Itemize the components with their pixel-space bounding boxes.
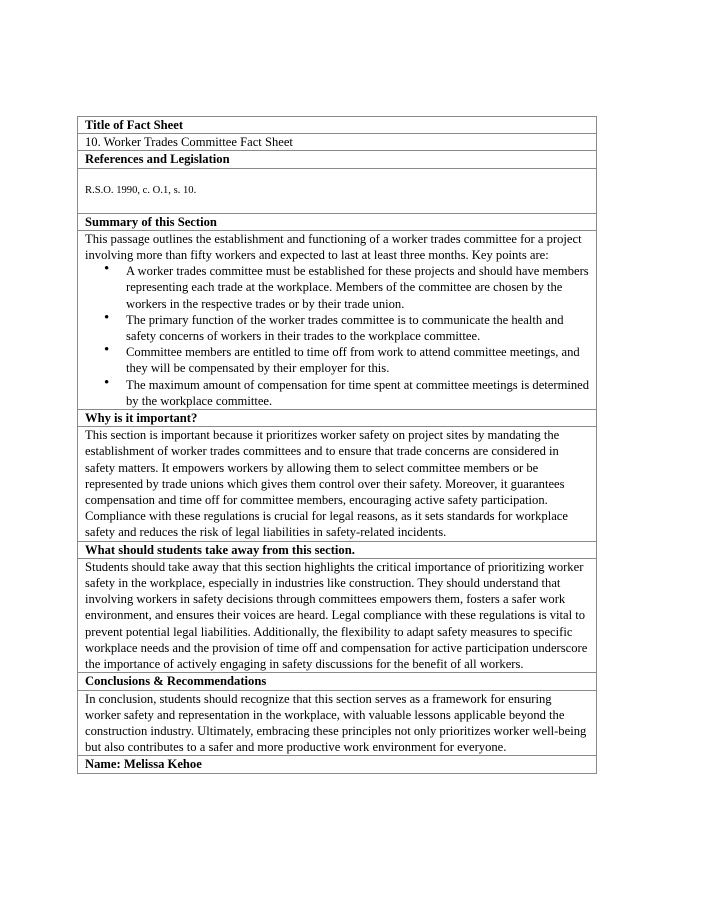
summary-points-list xyxy=(85,263,590,409)
title-label: Title of Fact Sheet xyxy=(78,117,596,134)
references-label: References and Legislation xyxy=(78,151,596,168)
summary-point: • A worker trades committee must be established for these projects and should have members representing each trade at the workplace. Members of the committee are chosen by the workers in the respective trades or by their trade union. xyxy=(85,263,590,312)
conclusions-text: In conclusion, students should recognize that this section serves as a framework for ensuring worker safety and representation in the workplace, with valuable lessons applicable beyond the construction industry. Ultimately, embracing these principles not only prioritizes worker well-being but also contributes to a safer and more productive work environment for everyone. xyxy=(78,691,596,757)
references-value: R.S.O. 1990, c. O.1, s. 10. xyxy=(85,184,197,196)
importance-label: Why is it important? xyxy=(78,410,596,427)
conclusions-label: Conclusions & Recommendations xyxy=(78,673,596,690)
summary-point: • The maximum amount of compensation for time spent at committee meetings is determined by the workplace committee. xyxy=(85,377,590,409)
summary-label: Summary of this Section xyxy=(78,214,596,231)
takeaway-label: What should students take away from this section. xyxy=(78,542,596,559)
summary-section xyxy=(78,231,596,410)
summary-point: • Committee members are entitled to time off from work to attend committee meetings, and they will be compensated by their employer for this. xyxy=(85,344,590,376)
summary-point: • The primary function of the worker trades committee is to communicate the health and safety concerns of workers in their trades to the workplace committee. xyxy=(85,312,590,344)
importance-text: This section is important because it prioritizes worker safety on project sites by mandating the establishment of worker trades committees and to ensure that trade concerns are considered in safety matters. It empowers workers by allowing them to select committee members or be represented by trade unions which gives them control over their safety. Moreover, it guarantees compensation and time off for committee members, encouraging active safety participation. Compliance with these regulations is crucial for legal reasons, as it sets standards for workplace safety and reduces the risk of legal liabilities in safety-related incidents. xyxy=(78,427,596,541)
summary-intro: This passage outlines the establishment and functioning of a worker trades committee for a project involving more than fifty workers and expected to last at least three months. Key points are: xyxy=(85,231,582,263)
fact-sheet-table xyxy=(77,116,597,774)
title-value: 10. Worker Trades Committee Fact Sheet xyxy=(78,134,596,151)
references-row xyxy=(78,169,596,214)
author-name: Name: Melissa Kehoe xyxy=(78,756,596,773)
takeaway-text: Students should take away that this section highlights the critical importance of prioritizing worker safety in the workplace, especially in industries like construction. They should understand that involving workers in safety decisions through committees empowers them, fosters a safer work environment, and ensures their voices are heard. Legal compliance with these regulations is vital to prevent potential legal liabilities. Additionally, the flexibility to adapt safety measures to specific workplace needs and the provision of time off and compensation for active participation underscore the importance of actively engaging in safety discussions for the benefit of all workers. xyxy=(78,559,596,673)
